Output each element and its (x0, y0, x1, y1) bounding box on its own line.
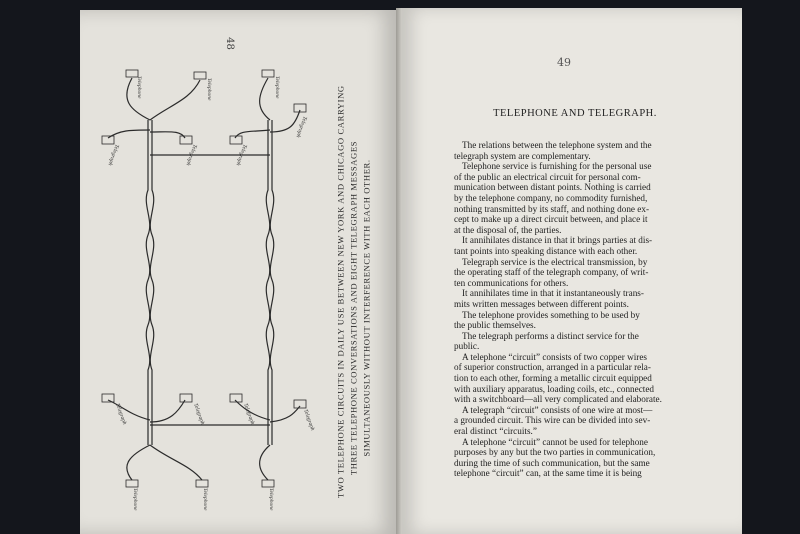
body-line: A telephone “circuit” consists of two copper wires (462, 351, 647, 362)
body-text (454, 140, 680, 479)
body-line: eral distinct “circuits.” (454, 426, 537, 437)
right-page-number: 49 (557, 56, 571, 69)
body-line: A telegraph “circuit” consists of one wire at most— (462, 404, 653, 415)
body-line: with a switchboard—all very complicated and elaborate. (454, 394, 662, 405)
label-telephone-bottom-2: Telephone (202, 488, 208, 511)
diagram-caption (326, 85, 382, 498)
circuit-line-left-b (150, 120, 153, 445)
body-line: tant points into speaking distance with each other. (454, 245, 638, 256)
body-line: the public themselves. (454, 320, 536, 331)
body-line: mits written messages between different points. (454, 298, 629, 309)
body-line: A telephone “circuit” cannot be used for telephone (462, 436, 648, 447)
body-line: The telephone provides something to be used by (462, 309, 640, 320)
body-line: by the telephone company, no commodity furnished, (454, 192, 648, 203)
body-line: public. (454, 341, 480, 352)
body-line: tion to each other, forming a metallic circuit equipped (454, 373, 652, 384)
label-telegraph-bottom-4: Telegraph (302, 408, 316, 432)
body-line: cept to make up a direct circuit between, and place it (454, 214, 648, 225)
circuit-line-right (266, 120, 269, 445)
body-line: munication between distant points. Nothing is carried (454, 182, 651, 193)
body-line: of superior construction, arranged in a particular rela- (454, 362, 651, 373)
body-line: Telephone service is furnishing for the personal use (462, 161, 652, 172)
body-line: at the disposal of, the parties. (454, 224, 562, 235)
caption-line-1: TWO TELEPHONE CIRCUITS IN DAILY USE BETWEEN NEW YORK AND CHICAGO CARRYING (335, 85, 346, 498)
body-line: a grounded circuit. This wire can be divided into sev- (454, 415, 651, 426)
body-line: of the public an electrical circuit for personal com- (454, 171, 641, 182)
label-telephone-top-2: Telephone (206, 78, 212, 101)
circuit-diagram (90, 60, 316, 511)
body-line: The relations between the telephone system and the (462, 140, 652, 150)
body-line: during the time of such communication, but the same (454, 457, 650, 468)
body-line: The telegraph performs a distinct service for the (462, 330, 639, 341)
label-telegraph-top-1: Telegraph (106, 143, 120, 167)
body-line: ten communications for others. (454, 277, 569, 288)
caption-line-3: SIMULTANEOUSLY WITHOUT INTERFERENCE WITH EACH OTHER. (361, 159, 372, 457)
body-line: the operating staff of the telegraph company, of writ- (454, 267, 649, 278)
label-telegraph-top-2: Telegraph (184, 143, 198, 167)
book-gutter (396, 8, 402, 534)
body-line: It annihilates time in that it instantaneously trans- (462, 288, 644, 299)
label-telegraph-bottom-3: Telegraph (242, 402, 256, 426)
label-telegraph-top-3: Telegraph (234, 143, 248, 167)
label-telegraph-bottom-2: Telegraph (192, 402, 206, 426)
caption-line-2: THREE TELEPHONE CONVERSATIONS AND EIGHT TELEGRAPH MESSAGES (348, 140, 359, 476)
body-line: nothing transmitted by its staff, and nothing done ex- (454, 203, 650, 214)
page-heading: TELEPHONE AND TELEGRAPH. (493, 108, 657, 119)
left-page-number: 48 (223, 37, 235, 50)
circuit-line-right-b (270, 120, 273, 445)
body-line: purposes by any but the two parties in communication, (454, 447, 656, 458)
label-telegraph-top-4: Telegraph (294, 115, 308, 139)
circuit-line-left (146, 120, 149, 445)
label-telephone-top-1: Telephone (136, 76, 142, 99)
label-telephone-top-3: Telephone (274, 76, 280, 99)
body-line: telephone “circuit” can, at the same time it is being (454, 468, 642, 479)
body-line: Telegraph service is the electrical transmission, by (462, 256, 648, 267)
label-telephone-bottom-1: Telephone (132, 488, 138, 511)
label-telegraph-bottom-1: Telegraph (114, 402, 128, 426)
body-line: with auxiliary apparatus, loading coils, etc., connected (454, 383, 655, 394)
label-telephone-bottom-3: Telephone (268, 488, 274, 511)
body-line: It annihilates distance in that it brings parties at dis- (462, 235, 653, 246)
body-line: telegraph system are complementary. (454, 150, 591, 161)
